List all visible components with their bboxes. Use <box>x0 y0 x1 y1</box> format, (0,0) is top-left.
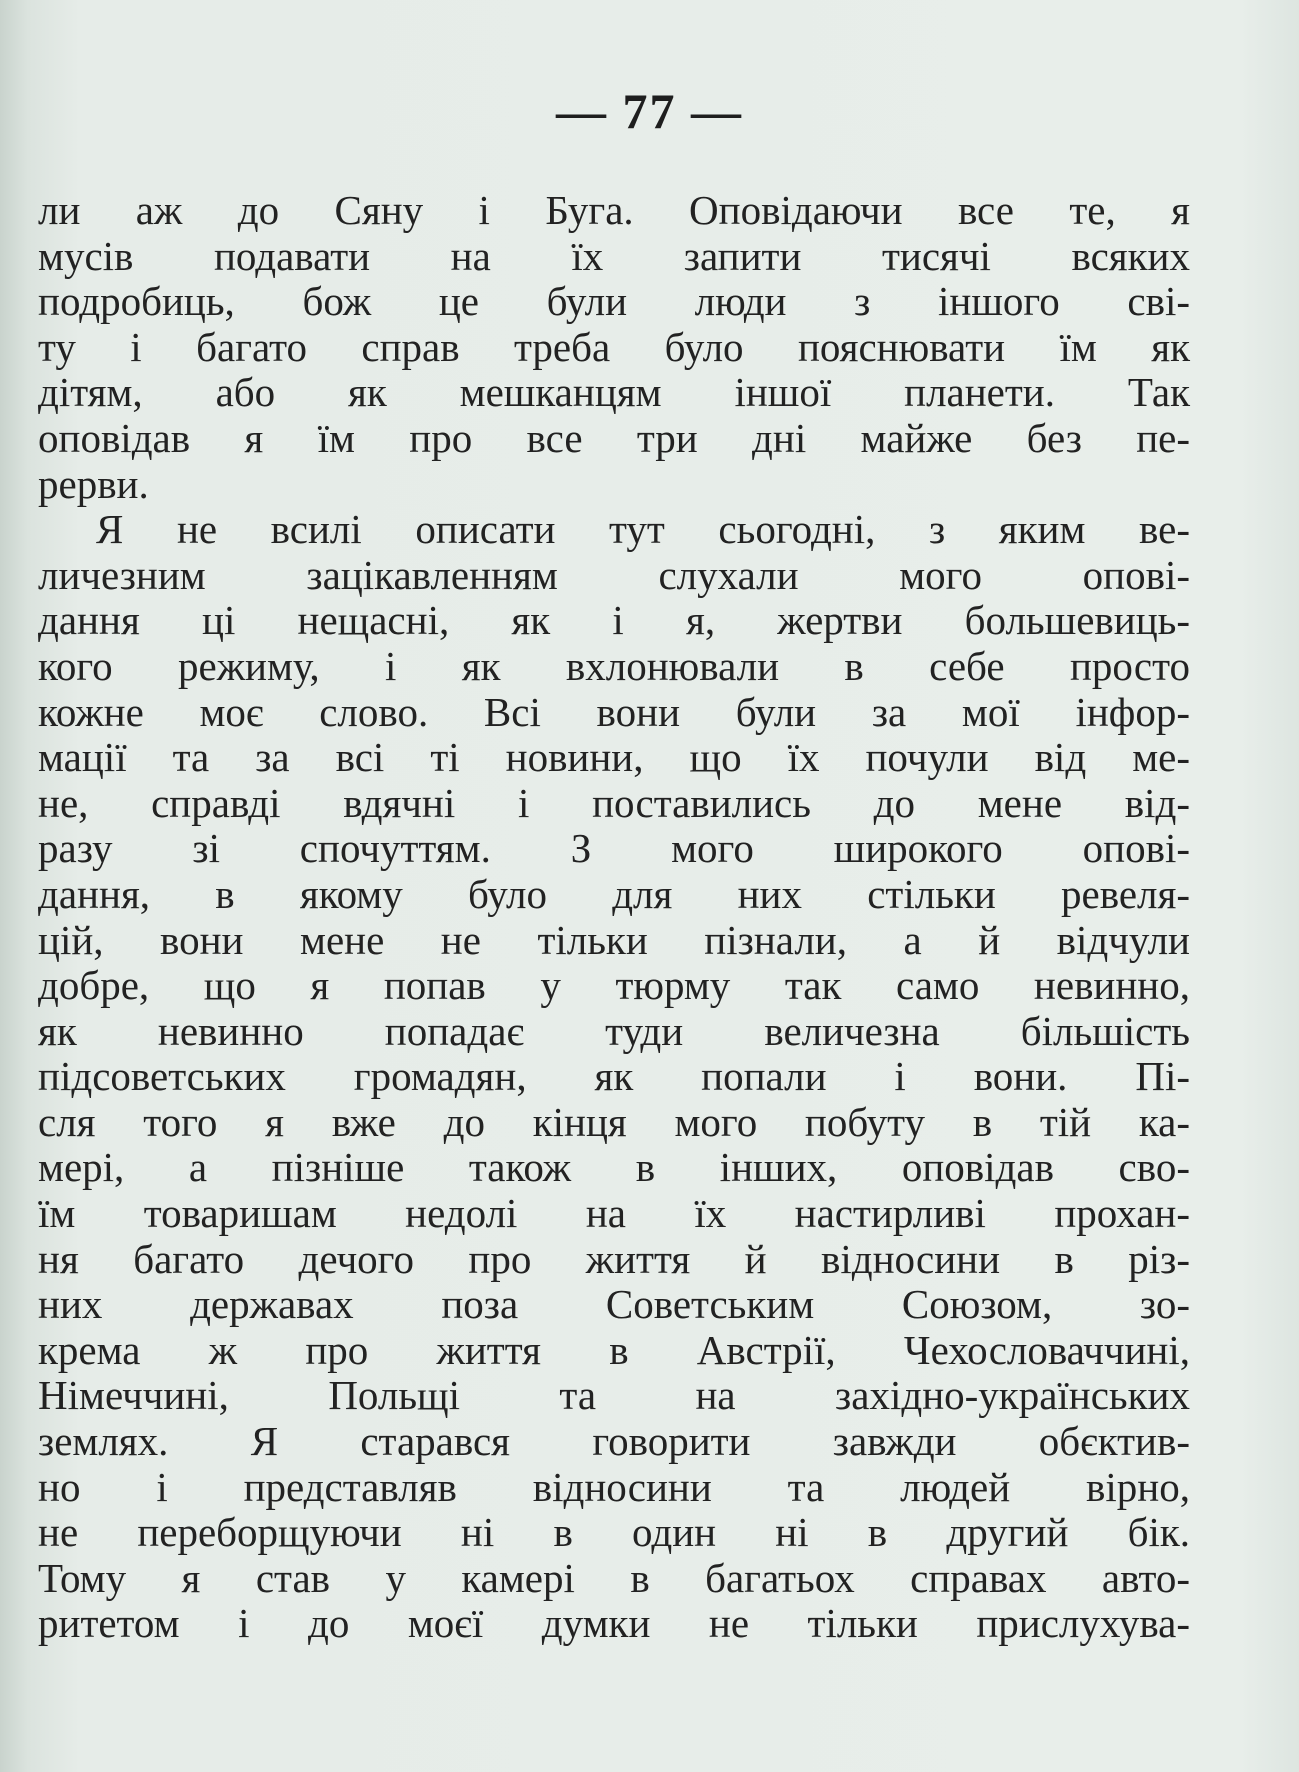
text-line: личезним зацікавленням слухали мого опові- <box>38 551 1190 598</box>
text-line: Німеччині, Польщі та на західно-українських <box>38 1372 1190 1419</box>
text-line: підсоветських громадян, як попали і вони. Пі- <box>38 1053 1190 1100</box>
text-line: рерви. <box>38 460 149 507</box>
text-line: дітям, або як мешканцям іншої планети. Так <box>38 369 1190 416</box>
text-line: не переборщуючи ні в один ні в другий бік. <box>38 1509 1190 1556</box>
text-line: ли аж до Сяну і Буга. Оповідаючи все те, я <box>38 187 1190 233</box>
text-line: землях. Я старався говорити завжди обєктив- <box>38 1418 1190 1465</box>
text-line: оповідав я їм про все три дні майже без пе- <box>38 414 1190 461</box>
text-line: сля того я вже до кінця мого побуту в тій ка- <box>38 1098 1190 1145</box>
text-line: подробиць, бож це були люди з іншого сві- <box>38 278 1190 325</box>
text-line: них державах поза Советським Союзом, зо- <box>38 1281 1190 1328</box>
text-line: Я не всилі описати тут сьогодні, з яким ве- <box>96 506 1190 553</box>
text-line: добре, що я попав у тюрму так само невинно, <box>38 962 1190 1009</box>
text-line: ня багато дечого про життя й відносини в різ- <box>38 1235 1190 1282</box>
text-line: їм товаришам недолі на їх настирливі прохан- <box>38 1190 1190 1237</box>
page-number: — 77 — <box>556 83 743 139</box>
text-line: крема ж про життя в Австрії, Чехословаччині, <box>38 1326 1190 1373</box>
text-line: ту і багато справ треба було пояснювати їм як <box>38 323 1190 370</box>
text-line: дання ці нещасні, як і я, жертви большевиць- <box>38 597 1190 644</box>
body-text <box>38 188 1190 1647</box>
text-line: разу зі спочуттям. З мого широкого опові- <box>38 825 1190 872</box>
text-line: но і представляв відносини та людей вірно, <box>38 1463 1190 1510</box>
text-line: дання, в якому було для них стільки ревеля- <box>38 870 1190 917</box>
text-line: кожне моє слово. Всі вони були за мої інфор- <box>38 688 1190 735</box>
text-line: мації та за всі ті новини, що їх почули від ме- <box>38 734 1190 781</box>
text-line: ритетом і до моєї думки не тільки прислухува- <box>38 1600 1190 1647</box>
text-line: мері, а пізніше також в інших, оповідав сво- <box>38 1144 1190 1191</box>
text-line: Тому я став у камері в багатьох справах авто- <box>38 1554 1190 1601</box>
text-line: як невинно попадає туди величезна більшість <box>38 1007 1190 1054</box>
text-line: кого режиму, і як вхлонювали в себе просто <box>38 642 1190 689</box>
text-line: цій, вони мене не тільки пізнали, а й відчули <box>38 916 1190 963</box>
text-line: не, справді вдячні і поставились до мене від- <box>38 779 1190 826</box>
text-line: мусів подавати на їх запити тисячі всяких <box>38 232 1190 279</box>
